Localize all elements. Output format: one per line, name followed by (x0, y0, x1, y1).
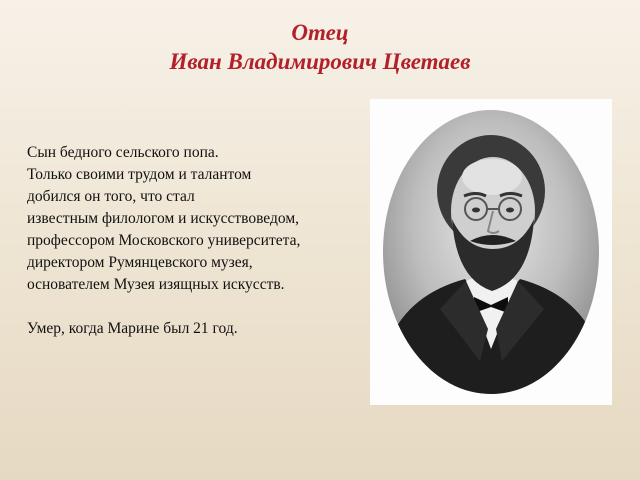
bio-line: профессором Московского университета, (27, 232, 301, 249)
slide-title-name: Иван Владимирович Цветаев (169, 49, 471, 74)
paragraph-gap (27, 296, 367, 318)
portrait-photo (370, 99, 612, 405)
bio-line: основателем Музея изящных искусств. (27, 276, 285, 293)
portrait-illustration (370, 99, 612, 405)
bio-line: директором Румянцевского музея, (27, 254, 253, 271)
death-note: Умер, когда Марине был 21 год. (27, 320, 238, 337)
bio-line: добился он того, что стал (27, 188, 195, 205)
bio-line: известным филологом и искусствоведом, (27, 210, 299, 227)
biography-text (27, 142, 367, 340)
bio-line: Только своими трудом и талантом (27, 166, 252, 183)
bio-line: Сын бедного сельского попа. (27, 144, 219, 161)
slide-title-line1: Отец (291, 20, 349, 45)
